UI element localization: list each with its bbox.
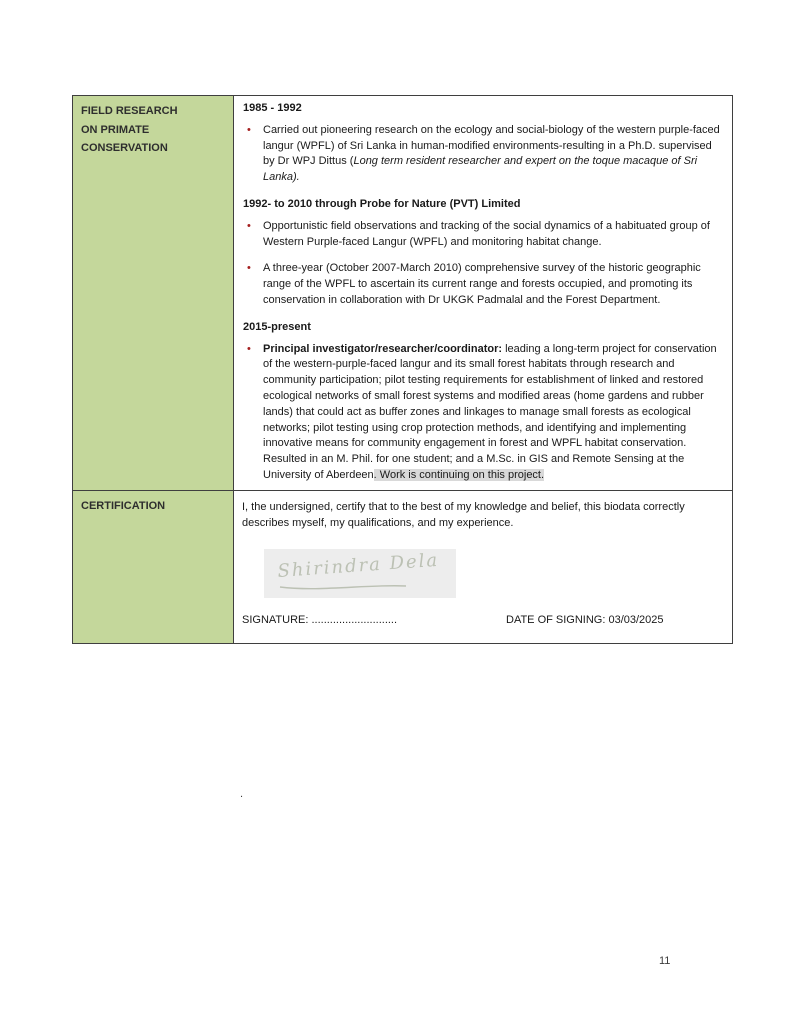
date-of-signing-label: DATE OF SIGNING: 03/03/2025 [506,613,664,626]
signature-image [264,549,456,598]
bullet-text [263,123,722,186]
signature-label: SIGNATURE: ............................ [242,613,398,626]
field-research-label-cell [73,96,234,490]
page-number: 11 [659,955,671,967]
bullet-text-highlighted-run: . Work is continuing on this project. [373,468,545,481]
field-research-content-cell [234,96,732,490]
label-line: FIELD RESEARCH [81,105,178,117]
bullet-text [263,342,722,484]
label-line: ON PRIMATE [81,123,150,136]
list-item [243,342,722,484]
bullet-text-italic-run: Long term resident researcher and expert on the toque macaque of Sri Lanka). [263,155,698,184]
certification-content-cell [234,491,732,643]
stray-period-mark: . [240,788,244,800]
signature-underline-stroke [280,585,406,588]
bullet-icon: • [247,342,251,355]
bullet-text: A three-year (October 2007-March 2010) comprehensive survey of the historic geographic range of the WPFL to ascertain its current range and forests occupied, and promoting its conservation in collaboration with Dr UKGK Padmalal and the Forest Department. [263,262,701,306]
table-row [73,96,732,490]
section-heading: 1992- to 2010 through Probe for Nature (PVT) Limited [243,197,521,210]
list-item [243,219,722,251]
certification-label-cell [73,491,234,643]
label-line: CERTIFICATION [81,500,166,512]
label-line: CONSERVATION [81,142,168,154]
section-heading: 1985 - 1992 [243,102,302,114]
signature-svg [264,549,456,598]
section-heading: 2015-present [243,320,311,333]
bullet-text-run: leading a long-term project for conservation of the western-purple-faced langur and its small forest habitats through research and community participation; pilot testing requirements for establishment of linked and restored ecological networks of small forest systems and modified areas (home gardens and rubber lands) that could act as buffer zones and linkages to manage small forests as ecological networks; pilot testing using crop protection methods, and identifying and implementing innovative means for community engagement in forest and WPFL habitat conservation. Resulted in an M. Phil. for one student; and a M.Sc. in GIS and Remote Sensing at the University of Aberdeen [263,342,717,481]
bullet-text-bold-run: Principal investigator/researcher/coordinator: [263,342,503,355]
signature-name-text: Shirindra Dela [276,549,440,582]
list-item [243,261,722,308]
bullet-text: Opportunistic field observations and tracking of the social dynamics of a habituated group of Western Purple-faced Langur (WPFL) and monitoring habitat change. [263,219,710,248]
bullet-icon: • [247,219,251,232]
bullet-icon: • [247,262,251,275]
certification-statement: I, the undersigned, certify that to the best of my knowledge and belief, this biodata correctly describes myself, my qualifications, and my experience. [242,501,685,529]
table-row [73,490,732,643]
biodata-table [72,95,733,644]
signature-date-row [242,613,728,629]
list-item [243,123,722,186]
bullet-text-run: Carried out pioneering research on the ecology and social-biology of the western purple-faced langur (WPFL) of Sri Lanka in human-modified environments-resulting in a Ph.D. supervised by Dr WPJ Dittus ( [263,123,720,168]
bullet-icon: • [247,123,251,136]
